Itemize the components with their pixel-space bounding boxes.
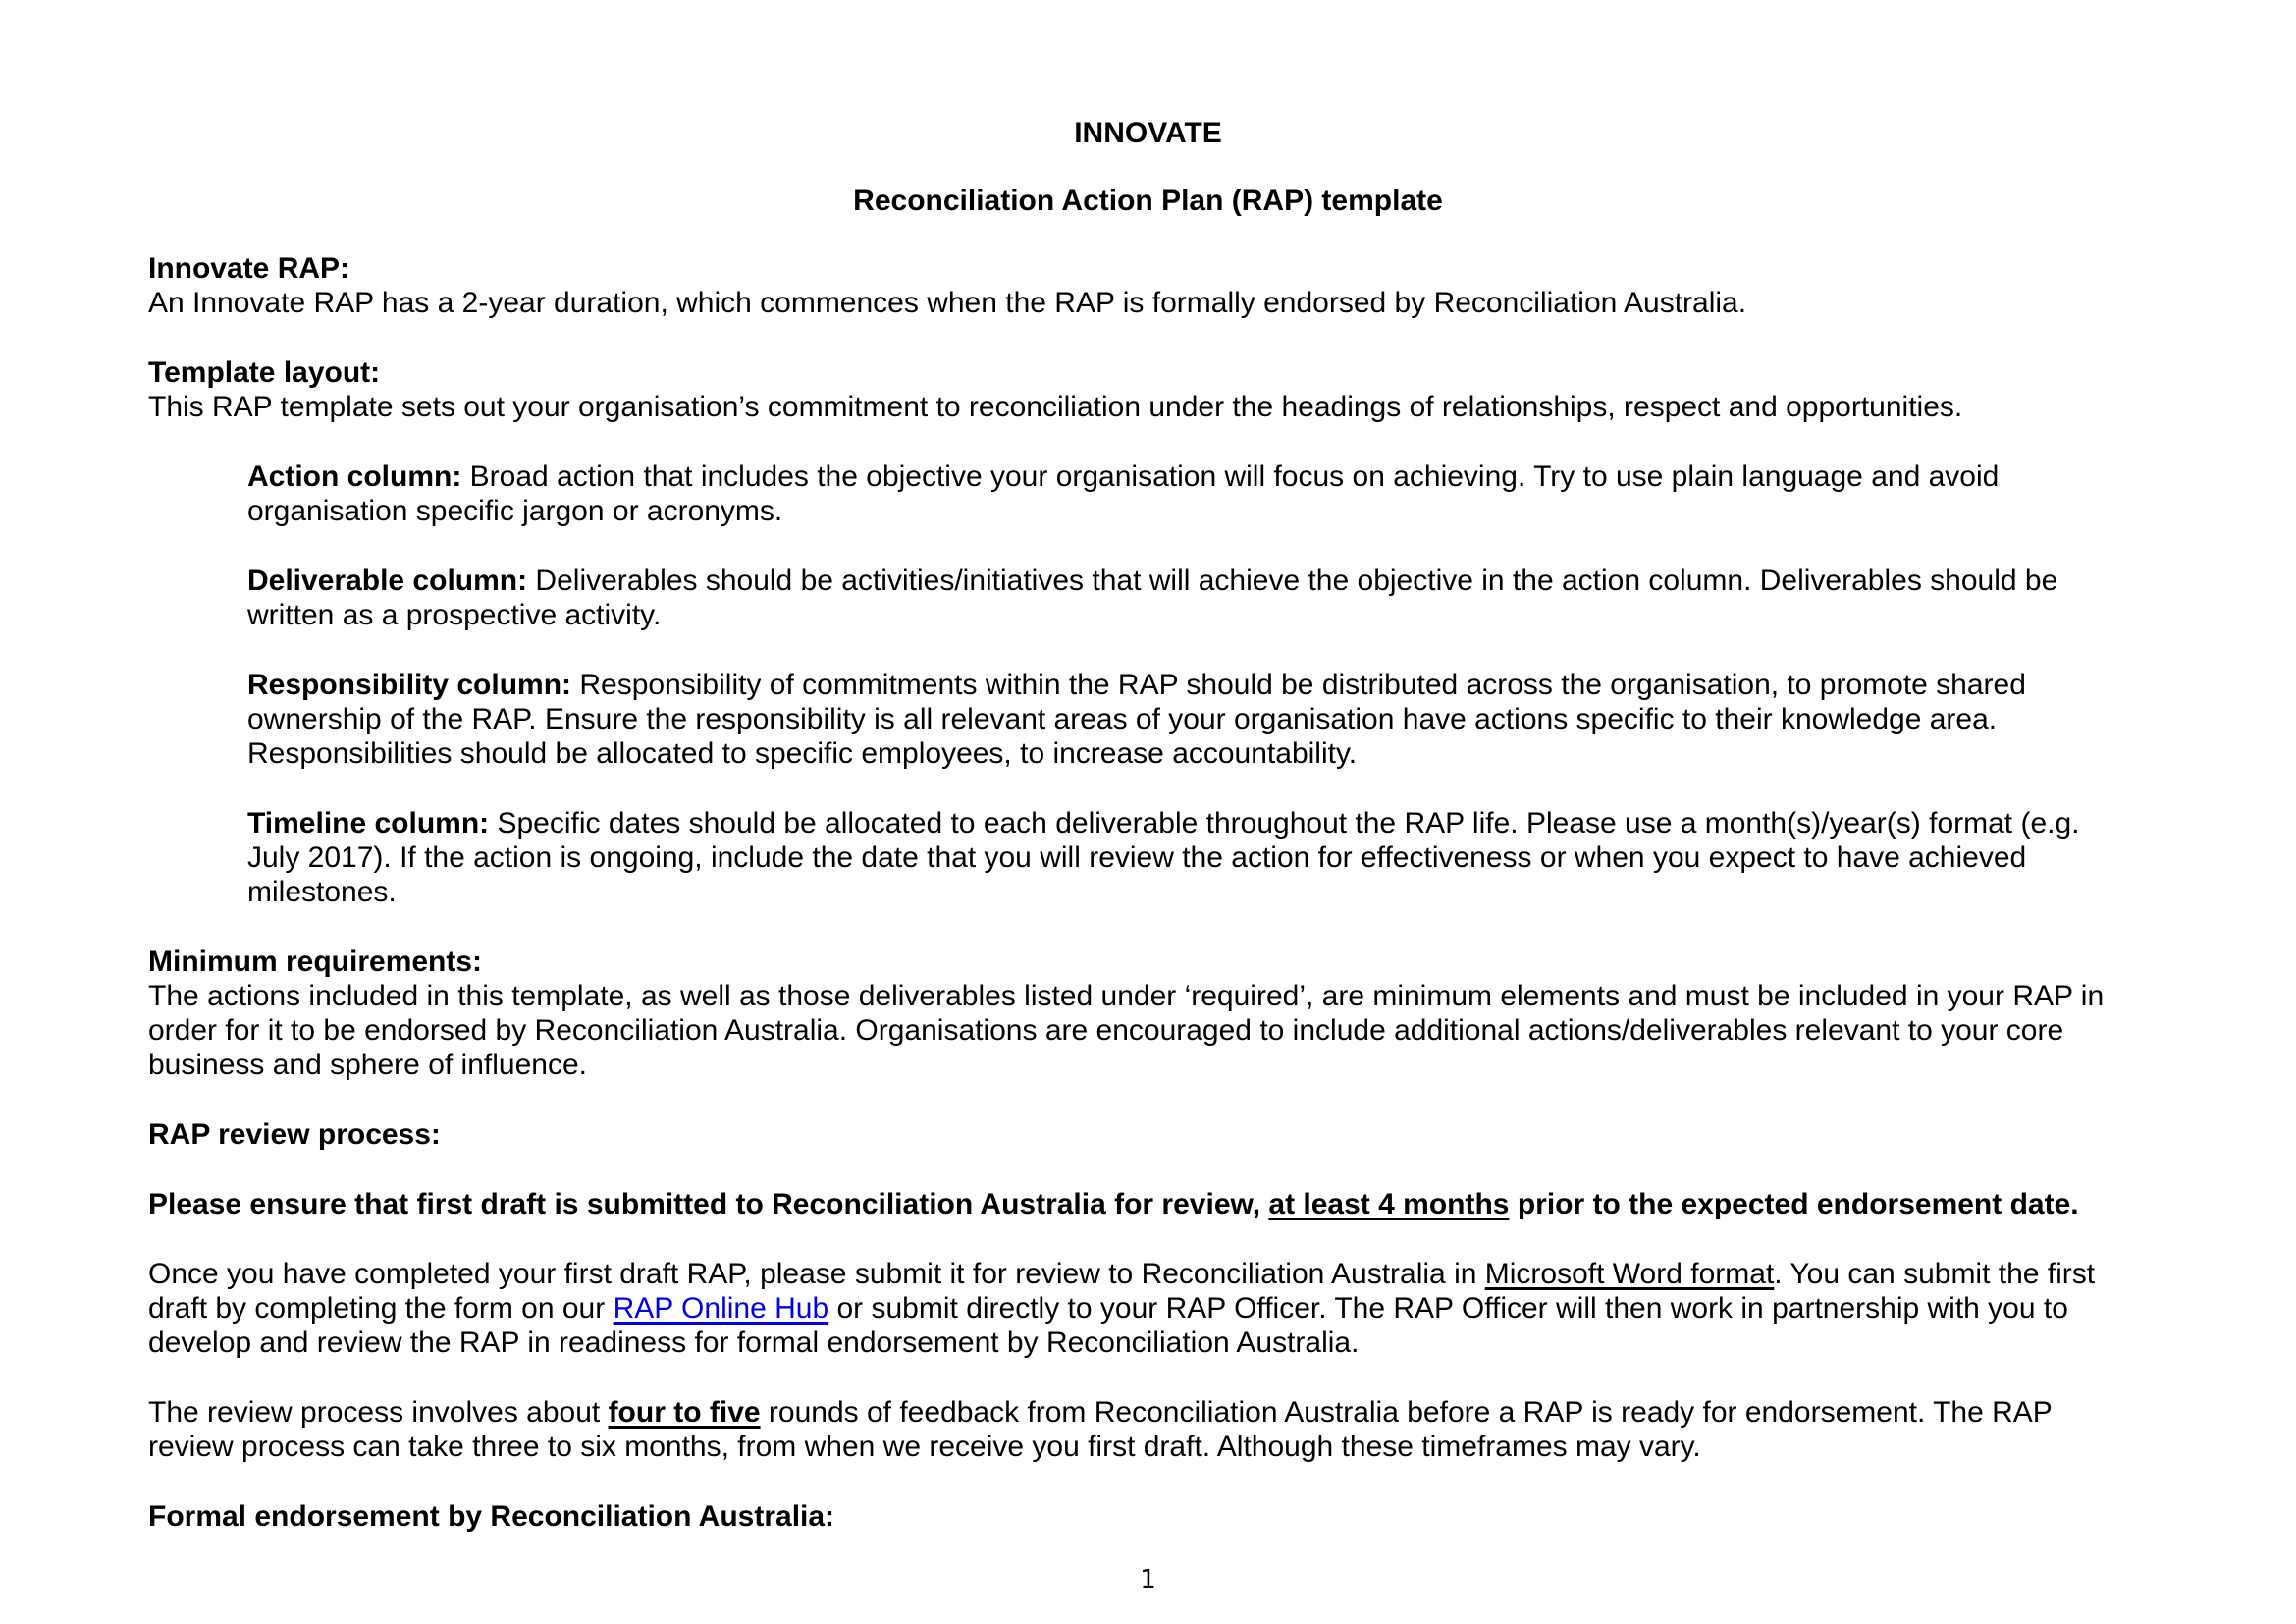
review-process-title: RAP review process: (148, 1118, 441, 1151)
action-column-text: Broad action that includes the objective your organisation will focus on achieving. Try to use plain language and avoid (461, 460, 2000, 493)
timeline-column-text: Specific dates should be allocated to each deliverable throughout the RAP life. Please use a month(s)/year(s) format (e.g. (489, 807, 2080, 839)
responsibility-column-text: Responsibility of commitments within the RAP should be distributed across the organisation, to promote shared (571, 669, 2026, 701)
review-ensure-text-a: Please ensure that first draft is submitted to Reconciliation Australia for review, (148, 1188, 1269, 1220)
responsibility-column-label: Responsibility column: (247, 669, 572, 701)
template-layout-title: Template layout: (148, 356, 381, 389)
timeline-column-line2: July 2017). If the action is ongoing, include the date that you will review the action for effectiveness or when you expect to have achieved (247, 841, 2027, 874)
review-ensure-statement (148, 1187, 2079, 1222)
review-p2-text-b: rounds of feedback from Reconciliation Australia before a RAP is ready for endorsement. The RAP (760, 1396, 2053, 1429)
review-p1-line2-text-a: draft by completing the form on our (148, 1292, 614, 1325)
four-to-five-emphasis: four to five (608, 1396, 761, 1429)
responsibility-column-line2: ownership of the RAP. Ensure the responsibility is all relevant areas of your organisation have actions specific to their knowledge area. (247, 703, 1998, 735)
review-ensure-deadline: at least 4 months (1268, 1188, 1510, 1220)
microsoft-word-format-text: Microsoft Word format (1484, 1258, 1775, 1290)
formal-endorsement-title: Formal endorsement by Reconciliation Australia: (148, 1500, 835, 1533)
review-p2-text-a: The review process involves about (148, 1396, 609, 1429)
review-p1-text-b: . You can submit the first (1774, 1258, 2096, 1290)
page-number: 1 (1140, 1565, 1156, 1595)
responsibility-column-line3: Responsibilities should be allocated to specific employees, to increase accountability. (247, 737, 1358, 770)
innovate-rap-title: Innovate RAP: (148, 252, 350, 285)
review-paragraph1-line1 (148, 1257, 2095, 1292)
review-paragraph1-line3: develop and review the RAP in readiness for formal endorsement by Reconciliation Australia. (148, 1326, 1360, 1359)
review-p1-line2-text-b: or submit directly to your RAP Officer. The RAP Officer will then work in partnership with you to (828, 1292, 2068, 1325)
deliverable-column-label: Deliverable column: (247, 565, 528, 597)
deliverable-column-line1 (247, 564, 2057, 599)
action-column-label: Action column: (247, 460, 462, 493)
timeline-column-label: Timeline column: (247, 807, 490, 839)
review-paragraph2-line1 (148, 1395, 2053, 1431)
template-layout-text: This RAP template sets out your organisation’s commitment to reconciliation under the headings of relationships, respect and opportunities. (148, 391, 1963, 423)
deliverable-column-text: Deliverables should be activities/initiatives that will achieve the objective in the action column. Deliverables should be (527, 565, 2058, 597)
responsibility-column-line1 (247, 668, 2026, 703)
review-paragraph1-line2 (148, 1291, 2068, 1326)
minimum-requirements-line2: order for it to be endorsed by Reconciliation Australia. Organisations are encouraged to include additional actions/deliverables relevant to your core (148, 1014, 2064, 1047)
rap-online-hub-link[interactable]: RAP Online Hub (613, 1292, 829, 1325)
timeline-column-line3: milestones. (247, 876, 397, 908)
page-heading: INNOVATE (1074, 117, 1222, 149)
action-column-line2: organisation specific jargon or acronyms. (247, 495, 783, 527)
deliverable-column-line2: written as a prospective activity. (247, 599, 662, 631)
minimum-requirements-line3: business and sphere of influence. (148, 1049, 587, 1081)
review-paragraph2-line2: review process can take three to six months, from when we receive you first draft. Although these timeframes may vary. (148, 1431, 1701, 1463)
minimum-requirements-line1: The actions included in this template, as well as those deliverables listed under ‘required’, are minimum elements and must be included in your RAP in (148, 980, 2105, 1012)
action-column-line1 (247, 460, 1999, 495)
timeline-column-line1 (247, 806, 2080, 841)
review-p1-text-a: Once you have completed your first draft RAP, please submit it for review to Reconciliation Australia in (148, 1258, 1485, 1290)
minimum-requirements-title: Minimum requirements: (148, 946, 483, 978)
review-ensure-text-b: prior to the expected endorsement date. (1509, 1188, 2079, 1220)
innovate-rap-text: An Innovate RAP has a 2-year duration, which commences when the RAP is formally endorsed by Reconciliation Australia. (148, 287, 1747, 319)
page-subheading: Reconciliation Action Plan (RAP) template (853, 185, 1443, 217)
